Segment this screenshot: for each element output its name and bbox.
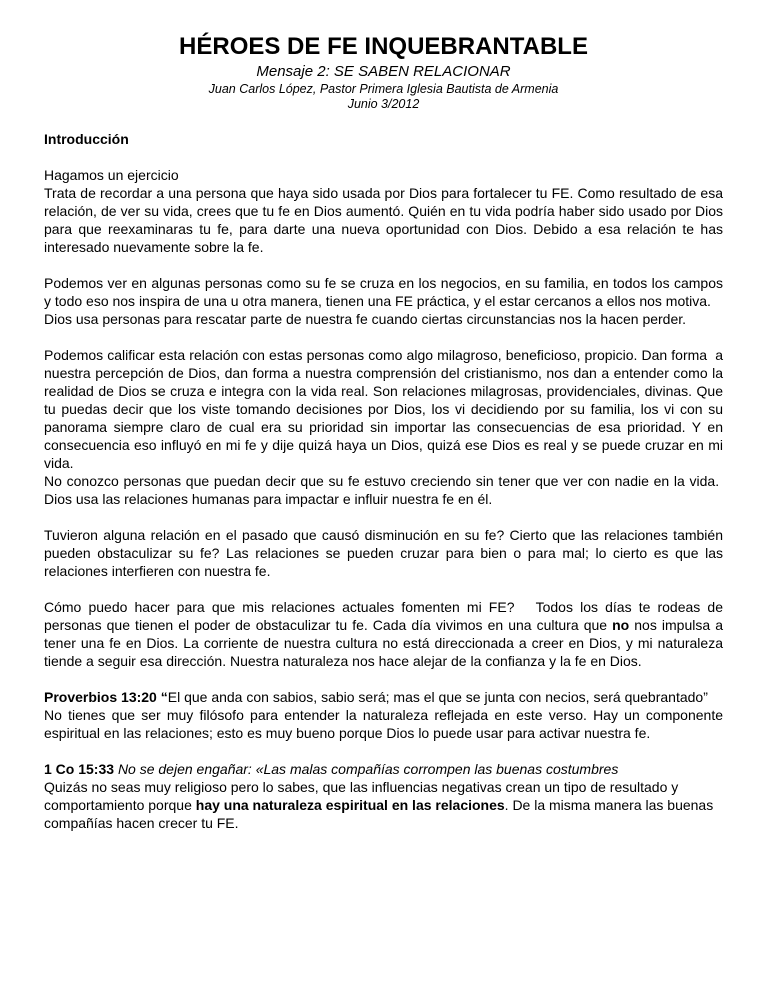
paragraph-quizas <box>44 778 723 832</box>
paragraph-dios-usa <box>44 310 723 328</box>
paragraph-no-tienes <box>44 706 723 742</box>
text-segment: No tienes que ser muy filósofo para entender la naturaleza reflejada en este verso. Hay un componente espiritual en las relaciones; esto es muy bueno porque Dios lo puede usar para activar nuestra fe. <box>44 707 723 741</box>
text-segment: nos impulsa a tener una fe en Dios. La corriente de nuestra cultura no está direccionada a creer en Dios, y mi naturaleza tiende a seguir esa dirección. Nuestra naturaleza nos hace alejar de la confianza y la fe en Dios. <box>44 617 723 669</box>
text-segment: Dios usa personas para rescatar parte de nuestra fe cuando ciertas circunstancias nos la hacen perder. <box>44 311 687 327</box>
text-segment: Podemos calificar esta relación con estas personas como algo milagroso, beneficioso, propicio. Dan forma a nuestra percepción de Dios, dan forma a nuestra comprensión del cristianismo, nos dan a entender como la realidad de Dios se cruza e integra con la vida real. Son relaciones milagrosas, providenciales, divinas. Que tu puedas decir que los viste tomando decisiones por Dios, los vi decidiendo por su familia, los vi con su panorama siempre claro de cual era su prioridad sin importar las consecuencias de esa prioridad. Y en consecuencia eso influyó en mi fe y dije quizá haya un Dios, quizá ese Dios es real y se puede cruzar en mi vida. <box>44 347 723 471</box>
section-heading-introduccion: Introducción <box>44 131 129 147</box>
paragraph-hagamos <box>44 166 723 184</box>
paragraph-corintios <box>44 760 723 778</box>
text-segment: El que anda con sabios, sabio será; mas el que se junta con necios, será quebrantado” <box>167 689 708 705</box>
document-date-line: Junio 3/2012 <box>347 97 420 111</box>
text-segment: Podemos ver en algunas personas como su fe se cruza en los negocios, en su familia, en todos los campos y todo eso nos inspira de una u otra manera, tienen una FE práctica, y el estar cercanos a ellos nos motiva. <box>44 275 723 309</box>
text-segment: . De la misma manera las buenas compañías hacen crecer tu FE. <box>44 797 714 831</box>
text-segment: No conozco personas que puedan decir que su fe estuvo creciendo sin tener que ver con nadie en la vida. Dios usa las relaciones humanas para impactar e influir nuestra fe en él. <box>44 473 723 507</box>
text-segment: no <box>612 617 630 633</box>
paragraph-proverbios <box>44 688 723 706</box>
text-segment: Proverbios 13:20 “ <box>44 689 168 705</box>
paragraph-como-puedo <box>44 598 723 670</box>
text-segment: Cómo puedo hacer para que mis relaciones actuales fomenten mi FE? Todos los días te rodeas de personas que tienen el poder de obstaculizar tu fe. Cada día vivimos en una cultura que <box>44 599 723 633</box>
text-segment: Trata de recordar a una persona que haya sido usada por Dios para fortalecer tu FE. Como resultado de esa relación, de ver su vida, crees que tu fe en Dios aumentó. Quién en tu vida podría haber sido usado por Dios para que reexaminaras tu fe, para darte una nueva oportunidad con Dios. Debido a esa relación te has interesado nuevamente sobre la fe. <box>44 185 723 255</box>
text-segment: 1 Co 15:33 <box>44 761 118 777</box>
document-title: HÉROES DE FE INQUEBRANTABLE <box>179 33 588 60</box>
text-segment: hay una naturaleza espiritual en las relaciones <box>195 797 505 813</box>
text-segment: Hagamos un ejercicio <box>44 167 179 183</box>
text-segment: Quizás no seas muy religioso pero lo sabes, que las influencias negativas crean un tipo de resultado y comportamiento porque <box>44 779 679 813</box>
paragraph-calificar <box>44 346 723 472</box>
document-body <box>44 166 723 832</box>
paragraph-trata <box>44 184 723 256</box>
text-segment: Tuvieron alguna relación en el pasado que causó disminución en su fe? Cierto que las relaciones también pueden obstaculizar su fe? Las relaciones se pueden cruzar para bien o para mal; lo cierto es que las relaciones interfieren con nuestra fe. <box>44 527 723 579</box>
paragraph-tuvieron <box>44 526 723 580</box>
text-segment: No se dejen engañar: «Las malas compañías corrompen las buenas costumbres <box>117 761 619 777</box>
document-subtitle: Mensaje 2: SE SABEN RELACIONAR <box>256 63 511 80</box>
paragraph-podemos-ver <box>44 274 723 310</box>
document-author-line: Juan Carlos López, Pastor Primera Iglesia Bautista de Armenia <box>208 82 559 96</box>
paragraph-no-conozco <box>44 472 723 508</box>
